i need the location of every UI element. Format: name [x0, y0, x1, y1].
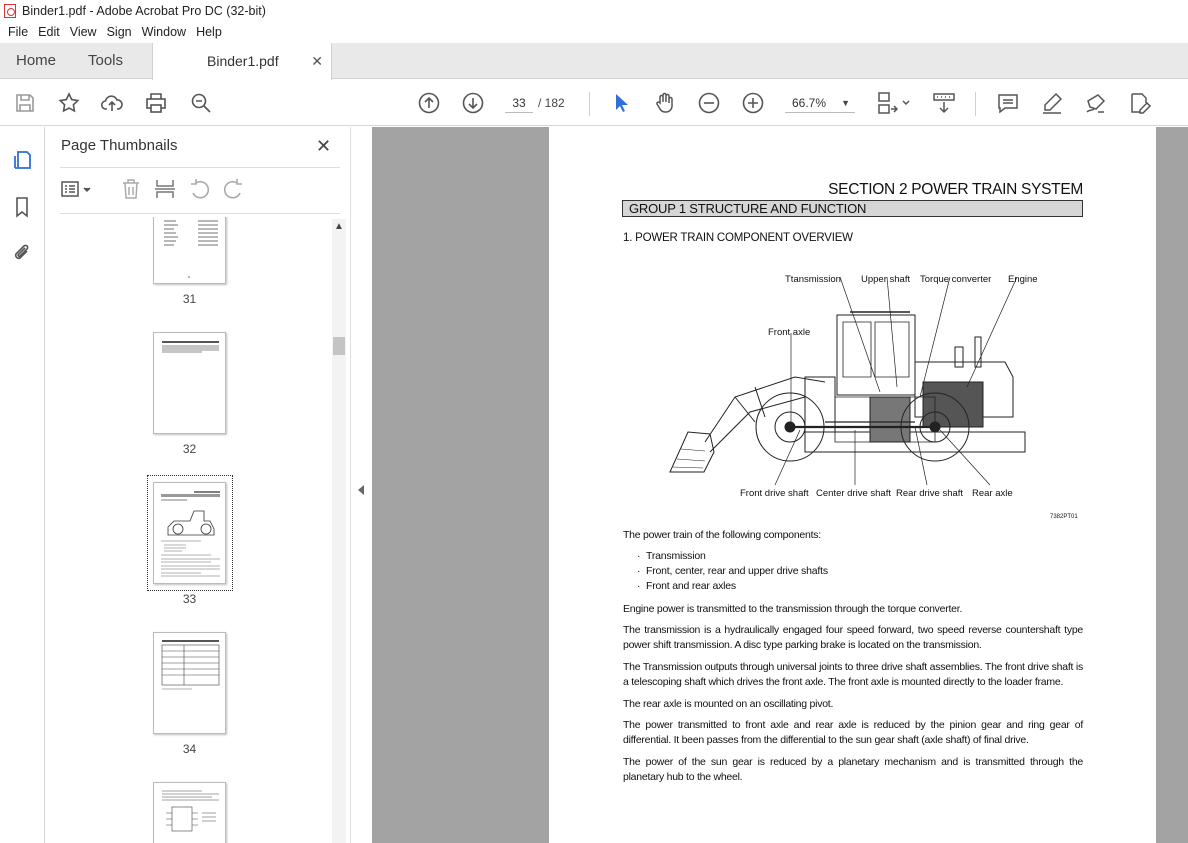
panel-title: Page Thumbnails: [61, 137, 178, 154]
menu-edit[interactable]: Edit: [38, 25, 60, 39]
body-paragraph: The transmission is a hydraulically engaged four speed forward, two speed reverse countershaft type power shift transmission. A disc type parking brake is located on the transmission.: [623, 624, 1083, 651]
collapse-arrow-icon: [358, 485, 364, 495]
panel-toolbar: [60, 177, 340, 203]
document-viewport[interactable]: [372, 127, 1188, 843]
power-train-diagram: [665, 267, 1085, 527]
tab-home[interactable]: Home: [16, 52, 57, 69]
label-engine: Engine: [1008, 274, 1038, 285]
label-transmission: Ttansmission: [785, 274, 841, 285]
panel-collapse-handle[interactable]: [350, 127, 372, 843]
bullet-item: · Transmission: [646, 550, 706, 562]
bullet-item: · Front and rear axles: [646, 580, 736, 592]
highlight-pen-icon[interactable]: [1040, 91, 1064, 115]
left-navigation-rail: [0, 127, 45, 843]
save-icon[interactable]: [13, 91, 37, 115]
component-overview-heading: 1. POWER TRAIN COMPONENT OVERVIEW: [623, 232, 853, 244]
zoom-search-icon[interactable]: [189, 91, 213, 115]
page-display-icon[interactable]: [877, 91, 911, 115]
figure-code: 7382PT01: [1050, 514, 1078, 520]
thumbnail-page-number: 31: [182, 292, 197, 306]
zoom-in-icon[interactable]: [741, 91, 765, 115]
toolbar: [0, 80, 1188, 126]
menu-bar: [0, 22, 1188, 43]
tab-close-icon[interactable]: ✕: [311, 53, 323, 69]
page-thumbnail[interactable]: [153, 632, 226, 734]
label-front-axle: Front axle: [768, 327, 811, 338]
toolbar-divider: [975, 92, 976, 116]
page-number-input[interactable]: 33: [505, 93, 533, 113]
rotate-right-icon[interactable]: [221, 177, 245, 201]
upload-cloud-icon[interactable]: [100, 91, 124, 115]
page-thumbnail[interactable]: [153, 332, 226, 434]
label-rear-drive-shaft: Rear drive shaft: [896, 488, 964, 499]
tab-bar: [0, 43, 1188, 79]
page-thumbnail[interactable]: [153, 782, 226, 843]
options-menu-icon[interactable]: [60, 177, 84, 201]
previous-page-icon[interactable]: [417, 91, 441, 115]
edit-pdf-icon[interactable]: [1128, 91, 1152, 115]
tab-tools[interactable]: Tools: [88, 52, 124, 69]
comment-icon[interactable]: [996, 91, 1020, 115]
divider: [60, 213, 340, 214]
body-paragraph: Engine power is transmitted to the transmission through the torque converter.: [623, 603, 963, 615]
divider: [60, 167, 340, 168]
label-rear-axle: Rear axle: [972, 488, 1013, 499]
body-paragraph: The Transmission outputs through universal joints to three drive shaft assemblies. The front drive shaft is a telescoping shaft which drives the front axle. The front axle is mounted directly to the loader frame.: [623, 661, 1083, 688]
attachment-icon[interactable]: [11, 242, 33, 264]
menu-view[interactable]: View: [69, 25, 97, 39]
zoom-level-value: 66.7%: [792, 96, 827, 110]
hand-tool-icon[interactable]: [653, 91, 677, 115]
toolbar-divider: [589, 92, 590, 116]
page-thumbnails-icon[interactable]: [11, 149, 33, 171]
body-paragraph: The rear axle is mounted on an oscillating pivot.: [623, 698, 834, 710]
menu-help[interactable]: Help: [196, 25, 222, 39]
delete-trash-icon[interactable]: [119, 177, 143, 201]
intro-paragraph: The power train of the following components:: [623, 529, 821, 541]
zoom-level-select[interactable]: [785, 93, 855, 113]
scrollbar-thumb[interactable]: [333, 337, 345, 355]
title-bar: [0, 0, 1188, 22]
bookmark-icon[interactable]: [11, 196, 33, 218]
thumbnail-page-number: 32: [182, 442, 197, 456]
thumbnail-scrollbar[interactable]: [332, 219, 346, 843]
sign-pen-icon[interactable]: [1084, 91, 1108, 115]
label-center-drive-shaft: Center drive shaft: [816, 488, 891, 499]
next-page-icon[interactable]: [461, 91, 485, 115]
page-thumbnails-panel: [46, 127, 350, 843]
thumbnail-page-number: 34: [182, 742, 197, 756]
label-upper-shaft: Upper shaft: [861, 274, 911, 285]
page-total: / 182: [538, 96, 565, 110]
pdf-page: [549, 127, 1156, 843]
label-front-drive-shaft: Front drive shaft: [740, 488, 809, 499]
tab-document-label: Binder1.pdf: [207, 53, 279, 69]
print-icon[interactable]: [144, 91, 168, 115]
menu-sign[interactable]: Sign: [106, 25, 132, 39]
tab-document[interactable]: [152, 43, 332, 80]
select-cursor-icon[interactable]: [609, 91, 633, 115]
window-title: Binder1.pdf - Adobe Acrobat Pro DC (32-bit): [22, 4, 266, 18]
body-paragraph: The power of the sun gear is reduced by a planetary mechanism and is transmitted through the planetary hub to the wheel.: [623, 756, 1083, 783]
panel-close-icon[interactable]: ✕: [316, 136, 332, 156]
section-title: SECTION 2 POWER TRAIN SYSTEM: [828, 181, 1083, 198]
acrobat-icon: [4, 4, 16, 18]
menu-window[interactable]: Window: [141, 25, 187, 39]
bullet-item: · Front, center, rear and upper drive shafts: [646, 565, 828, 577]
page-thumbnail-current[interactable]: [153, 482, 226, 584]
group-title-bar: GROUP 1 STRUCTURE AND FUNCTION: [622, 200, 1083, 217]
zoom-out-icon[interactable]: [697, 91, 721, 115]
rotate-left-icon[interactable]: [188, 177, 212, 201]
insert-page-icon[interactable]: [153, 177, 177, 201]
chevron-down-icon: ▼: [841, 98, 850, 108]
menu-file[interactable]: File: [8, 25, 29, 39]
scroll-mode-icon[interactable]: [932, 91, 956, 115]
thumbnail-page-number: 33: [182, 592, 197, 606]
page-thumbnail[interactable]: [153, 217, 226, 284]
thumbnail-list: [46, 217, 334, 843]
chevron-up-icon[interactable]: ▲: [334, 221, 344, 232]
body-paragraph: The power transmitted to front axle and rear axle is reduced by the pinion gear and ring gear of differential. It been passes from the differential to the sun gear shaft (axle shaft) of final drive.: [623, 719, 1083, 746]
bookmark-star-icon[interactable]: [57, 91, 81, 115]
label-torque-converter: Torque converter: [920, 274, 992, 285]
